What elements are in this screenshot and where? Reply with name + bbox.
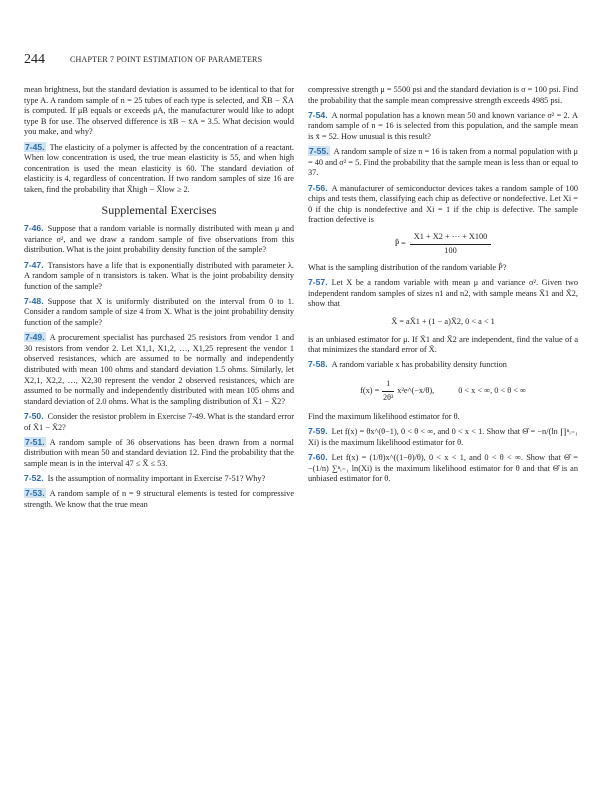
exercise-text-7-51: A random sample of 36 observations has been drawn from a normal distribution with mean 50 and standard deviation 12. Find the probability that the sample mean is in the interval 47 ≤ X̄ ≤ 53.	[24, 437, 294, 468]
exercise-text-7-45: The elasticity of a polymer is affected by the concentration of a reactant. When low concentration is used, the true mean elasticity is 55, and when high concentration is used the mean elasticity is 60. The standard deviation of elasticity is 4, regardless of concentration. If two random samples of size 16 are taken, find the probability that X̄high − X̄low ≥ 2.	[24, 142, 294, 194]
exercise-number-7-55: 7-55.	[309, 146, 329, 157]
exercise-text-7-56: A manufacturer of semiconductor devices takes a random sample of 100 chips and tests them, classifying each chip as defective or nondefective. Let Xi = 0 if the chip is nondefective and Xi = 1 if the chip is defective. The sample fraction defective is	[308, 183, 578, 225]
exercise-text-7-58: A random variable x has probability density function	[331, 360, 507, 370]
page-header	[24, 52, 584, 69]
exercise-7-53	[24, 488, 294, 510]
exercise-number-7-56: 7-56.	[308, 182, 328, 193]
exercise-7-57-question: is an unbiased estimator for μ. If X̄1 and X̄2 are independent, find the value of a that minimizes the standard error of X̄.	[308, 334, 578, 355]
exercise-7-59	[308, 426, 578, 448]
exercise-number-7-53: 7-53.	[25, 488, 45, 499]
exercise-number-7-52: 7-52.	[24, 473, 44, 484]
exercise-number-7-50: 7-50.	[24, 411, 44, 421]
density-conditions: 0 < x < ∞, 0 < θ < ∞	[458, 385, 526, 395]
fraction-denominator: 100	[444, 245, 457, 255]
exercise-text-7-49: A procurement specialist has purchased 25 resistors from vendor 1 and 30 resistors from vendor 2. Let X1,1, X1,2, …, X1,25 represent the vendor 1 observed resistances, which are assumed to be normally and independently distributed with mean 100 ohms and standard deviation 1.5 ohms. Similarly, let X2,1, X2,2, …, X2,30 represent the vendor 2 observed resistances, which are assumed to be normally and independently distributed with mean 105 ohms and standard deviation of 2.0 ohms. What is the sampling distribution of X̄1 − X̄2?	[24, 333, 294, 406]
exercise-7-49	[24, 332, 294, 407]
exercise-7-58	[308, 359, 578, 371]
exercise-7-58-question: Find the maximum likelihood estimator for θ.	[308, 412, 460, 422]
exercise-text-7-47: Transistors have a life that is exponentially distributed with parameter λ. A random sample of n transistors is taken. What is the joint probability density function of the sample?	[24, 260, 294, 291]
exercise-7-56-question: What is the sampling distribution of the random variable P̂?	[308, 263, 507, 273]
exercise-number-7-59: 7-59.	[308, 426, 328, 437]
running-head: CHAPTER 7 POINT ESTIMATION OF PARAMETERS	[70, 55, 263, 64]
equation-density	[308, 379, 578, 403]
exercise-7-56	[308, 183, 578, 226]
exercise-number-7-60: 7-60.	[308, 452, 328, 463]
density-fraction	[382, 379, 394, 403]
exercise-number-7-54: 7-54.	[308, 109, 328, 120]
exercise-text-7-60: Let f(x) = (1/θ)x^((1−θ)/θ), 0 < x < 1, and 0 < θ < ∞. Show that Θ̂ = −(1/n) ∑ⁿᵢ₌₁ ln(Xi) is the maximum likelihood estimator for θ and that Θ̂ is an unbiased estimator for θ.	[308, 453, 578, 484]
exercise-number-7-46: 7-46.	[24, 223, 44, 234]
exercise-7-54	[308, 110, 578, 143]
density-numerator: 1	[382, 379, 394, 392]
exercise-number-7-49: 7-49.	[25, 332, 45, 343]
density-denominator: 2θ³	[383, 392, 394, 402]
exercise-7-52	[24, 473, 294, 485]
exercise-text-7-46: Suppose that a random variable is normally distributed with mean μ and variance σ², and we draw a random sample of five observations from this distribution. What is the joint probability density function of the sample?	[24, 224, 294, 255]
exercise-text-7-54: A normal population has a known mean 50 and known variance σ² = 2. A random sample of n = 16 is selected from this population, and the sample mean is x̄ = 52. How unusual is this result?	[308, 110, 578, 141]
exercise-text-7-53: A random sample of n = 9 structural elements is tested for compressive strength. We know that the true mean	[24, 489, 294, 509]
exercise-text-7-57: Let X be a random variable with mean μ and variance σ². Given two independent random samples of sizes n1 and n2, with sample means X̄1 and X̄2, show that	[308, 278, 578, 309]
exercise-number-7-58: 7-58.	[308, 359, 328, 370]
section-title: Supplemental Exercises	[101, 202, 217, 217]
left-column	[24, 85, 294, 511]
exercise-number-7-57: 7-57.	[308, 277, 328, 288]
density-lhs: f(x) =	[360, 385, 380, 395]
equation-fraction	[410, 232, 492, 256]
exercise-text-7-59: Let f(x) = θx^(θ−1), 0 < θ < ∞, and 0 < x < 1. Show that Θ̂ = −n/(ln ∏ⁿᵢ₌₁ Xi) is the maximum likelihood estimator for θ.	[308, 427, 578, 447]
exercise-7-51	[24, 437, 294, 470]
exercise-number-7-48: 7-48.	[24, 295, 44, 306]
exercise-number-7-51: 7-51.	[25, 436, 45, 447]
page-number: 244	[24, 52, 45, 67]
exercise-7-48	[24, 296, 294, 329]
exercise-7-53-continuation: compressive strength μ = 5500 psi and the standard deviation is σ = 100 psi. Find the probability that the sample mean compressive strength exceeds 4985 psi.	[308, 85, 578, 105]
equation-weighted-mean: X̄ = aX̄1 + (1 − a)X̄2, 0 < a < 1	[391, 317, 495, 327]
exercise-text-7-52: Is the assumption of normality important in Exercise 7-51? Why?	[47, 474, 266, 484]
exercise-text-7-48: Suppose that X is uniformly distributed on the interval from 0 to 1. Consider a random sample of size 4 from X. What is the joint probability density function of the sample?	[24, 296, 294, 328]
exercise-7-46	[24, 223, 294, 256]
exercise-7-57	[308, 277, 578, 310]
density-rest: x²e^(−x/θ),	[397, 385, 435, 395]
right-column	[308, 85, 578, 485]
exercise-7-47	[24, 260, 294, 293]
exercise-7-50	[24, 411, 294, 433]
fraction-numerator: X1 + X2 + ⋯ + X100	[410, 232, 492, 245]
exercise-text-7-55: A random sample of size n = 16 is taken from a normal population with μ = 40 and σ² = 5. Find the probability that the sample mean is less than or equal to 37.	[308, 147, 578, 178]
exercise-7-44-continuation: mean brightness, but the standard deviation is assumed to be identical to that for type A. A random sample of n = 25 tubes of each type is selected, and X̄B − X̄A is computed. If μB equals or exceeds μA, the manufacturer would like to adopt type B for use. The observed difference is x̄B − x̄A = 3.5. What decision would you make, and why?	[24, 85, 294, 137]
exercise-number-7-47: 7-47.	[24, 259, 44, 270]
equation-sample-fraction	[308, 232, 578, 256]
exercise-7-60	[308, 452, 578, 485]
exercise-text-7-50: Consider the resistor problem in Exercise 7-49. What is the standard error of X̄1 − X̄2?	[24, 412, 294, 432]
exercise-7-55	[308, 146, 578, 179]
exercise-number-7-45: 7-45.	[25, 141, 45, 152]
exercise-7-45	[24, 142, 294, 196]
equation-lhs: P̂ =	[394, 238, 406, 248]
